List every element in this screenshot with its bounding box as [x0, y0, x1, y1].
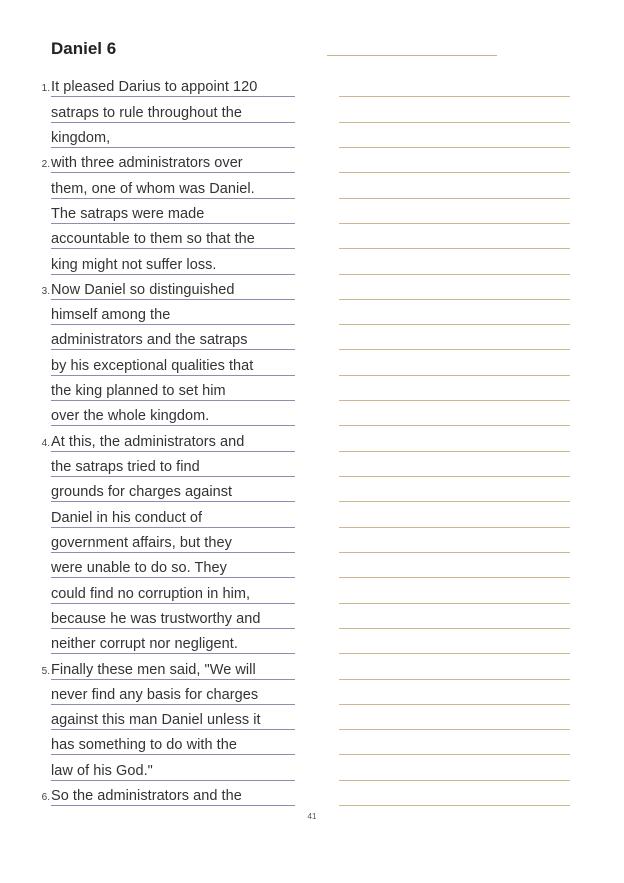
verse-lines	[0, 72, 624, 806]
verse-line	[0, 401, 624, 426]
verse-text: himself among the	[51, 307, 171, 324]
page-number: 41	[307, 812, 317, 821]
verse-line	[0, 376, 624, 401]
verse-number: 3.	[41, 285, 50, 297]
verse-line	[0, 680, 624, 705]
verse-text: satraps to rule throughout the	[51, 104, 242, 121]
verse-text: king might not suffer loss.	[51, 256, 217, 273]
verse-text: over the whole kingdom.	[51, 408, 210, 425]
page-title: Daniel 6	[51, 39, 117, 58]
verse-text: were unable to do so. They	[51, 560, 227, 577]
verse-line	[0, 275, 624, 300]
verse-text: against this man Daniel unless it	[51, 712, 261, 729]
verse-text: It pleased Darius to appoint 120	[51, 79, 258, 96]
verse-line	[0, 502, 624, 527]
verse-line	[0, 452, 624, 477]
verse-line	[0, 350, 624, 375]
verse-text: Daniel in his conduct of	[51, 509, 203, 526]
verse-number: 2.	[41, 159, 50, 171]
verse-line	[0, 123, 624, 148]
verse-number: 5.	[41, 665, 50, 677]
verse-text: neither corrupt nor negligent.	[51, 636, 238, 653]
verse-line	[0, 325, 624, 350]
title-writing-line	[327, 55, 497, 56]
verse-line	[0, 97, 624, 122]
verse-line	[0, 477, 624, 502]
verse-text: Now Daniel so distinguished	[51, 281, 235, 298]
verse-text: administrators and the satraps	[51, 332, 248, 349]
verse-text: So the administrators and the	[51, 788, 242, 805]
verse-line	[0, 755, 624, 780]
verse-text: grounds for charges against	[51, 484, 233, 501]
verse-line	[0, 300, 624, 325]
text-underline	[51, 805, 295, 806]
verse-line	[0, 199, 624, 224]
verse-text: has something to do with the	[51, 737, 237, 754]
verse-text: law of his God."	[51, 762, 153, 779]
verse-text: the king planned to set him	[51, 383, 226, 400]
verse-text: by his exceptional qualities that	[51, 357, 254, 374]
verse-line	[0, 173, 624, 198]
verse-line	[0, 705, 624, 730]
writing-line[interactable]	[339, 805, 570, 806]
verse-number: 4.	[41, 437, 50, 449]
verse-text: the satraps tried to find	[51, 459, 200, 475]
verse-number: 1.	[41, 83, 50, 95]
verse-line	[0, 426, 624, 451]
verse-text: At this, the administrators and	[51, 433, 245, 450]
verse-text: kingdom,	[51, 129, 111, 146]
verse-line	[0, 148, 624, 173]
verse-line	[0, 781, 624, 806]
verse-line	[0, 553, 624, 578]
verse-text: accountable to them so that the	[51, 231, 255, 248]
verse-line	[0, 730, 624, 755]
verse-text: them, one of whom was Daniel.	[51, 180, 255, 197]
verse-line	[0, 629, 624, 654]
verse-text: could find no corruption in him,	[51, 585, 251, 602]
verse-line	[0, 528, 624, 553]
verse-text: The satraps were made	[51, 205, 205, 222]
verse-text: with three administrators over	[51, 155, 243, 172]
verse-line	[0, 578, 624, 603]
verse-line	[0, 604, 624, 629]
verse-line	[0, 249, 624, 274]
verse-number: 6.	[41, 792, 50, 804]
verse-text: government affairs, but they	[51, 534, 232, 551]
verse-text: because he was trustworthy and	[51, 610, 261, 627]
verse-text: never find any basis for charges	[51, 686, 259, 703]
verse-line	[0, 72, 624, 97]
verse-text: Finally these men said, "We will	[51, 661, 256, 678]
verse-line	[0, 224, 624, 249]
verse-line	[0, 654, 624, 679]
